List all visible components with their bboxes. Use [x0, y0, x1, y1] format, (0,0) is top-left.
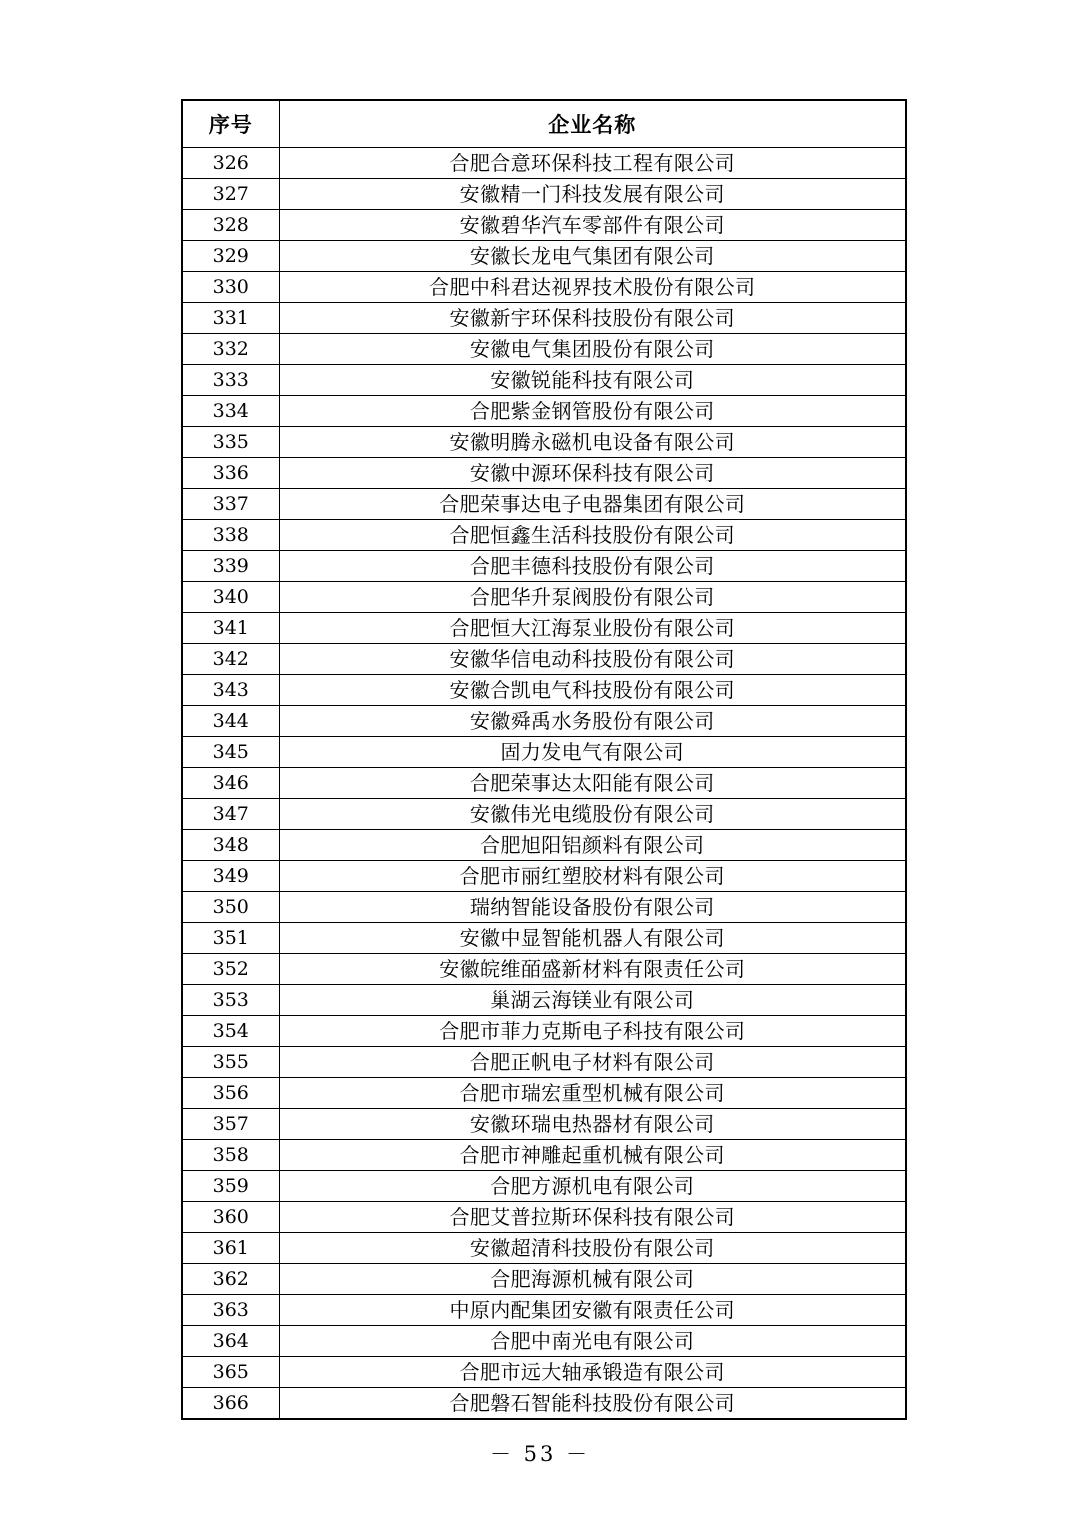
- cell-sequence: 334: [182, 396, 279, 427]
- cell-enterprise-name: 合肥中南光电有限公司: [279, 1326, 906, 1357]
- cell-enterprise-name: 安徽新宇环保科技股份有限公司: [279, 303, 906, 334]
- cell-enterprise-name: 安徽中源环保科技有限公司: [279, 458, 906, 489]
- cell-sequence: 356: [182, 1078, 279, 1109]
- table-row: [182, 706, 906, 737]
- table-row: [182, 334, 906, 365]
- cell-enterprise-name: 安徽中显智能机器人有限公司: [279, 923, 906, 954]
- cell-sequence: 347: [182, 799, 279, 830]
- cell-enterprise-name: 安徽明腾永磁机电设备有限公司: [279, 427, 906, 458]
- table-row: [182, 582, 906, 613]
- cell-sequence: 330: [182, 272, 279, 303]
- cell-sequence: 346: [182, 768, 279, 799]
- cell-enterprise-name: 合肥恒鑫生活科技股份有限公司: [279, 520, 906, 551]
- cell-enterprise-name: 固力发电气有限公司: [279, 737, 906, 768]
- table-row: [182, 427, 906, 458]
- cell-enterprise-name: 中原内配集团安徽有限责任公司: [279, 1295, 906, 1326]
- table-row: [182, 520, 906, 551]
- table-row: [182, 1171, 906, 1202]
- cell-sequence: 340: [182, 582, 279, 613]
- cell-sequence: 363: [182, 1295, 279, 1326]
- cell-enterprise-name: 合肥正帆电子材料有限公司: [279, 1047, 906, 1078]
- table-row: [182, 985, 906, 1016]
- cell-enterprise-name: 合肥艾普拉斯环保科技有限公司: [279, 1202, 906, 1233]
- table-row: [182, 1357, 906, 1388]
- cell-sequence: 362: [182, 1264, 279, 1295]
- cell-sequence: 343: [182, 675, 279, 706]
- cell-enterprise-name: 合肥恒大江海泵业股份有限公司: [279, 613, 906, 644]
- table-row: [182, 1388, 906, 1420]
- table-row: [182, 210, 906, 241]
- cell-sequence: 352: [182, 954, 279, 985]
- cell-enterprise-name: 合肥荣事达太阳能有限公司: [279, 768, 906, 799]
- enterprise-listing-table: [181, 99, 907, 1420]
- table-row: [182, 551, 906, 582]
- cell-sequence: 338: [182, 520, 279, 551]
- cell-sequence: 328: [182, 210, 279, 241]
- cell-sequence: 342: [182, 644, 279, 675]
- table-header-row: [182, 100, 906, 148]
- table-row: [182, 644, 906, 675]
- cell-sequence: 354: [182, 1016, 279, 1047]
- table-row: [182, 365, 906, 396]
- cell-sequence: 350: [182, 892, 279, 923]
- cell-enterprise-name: 安徽伟光电缆股份有限公司: [279, 799, 906, 830]
- cell-sequence: 336: [182, 458, 279, 489]
- enterprise-listing-table-wrapper: [181, 99, 905, 1420]
- cell-sequence: 365: [182, 1357, 279, 1388]
- cell-enterprise-name: 合肥市神雕起重机械有限公司: [279, 1140, 906, 1171]
- table-row: [182, 303, 906, 334]
- table-row: [182, 1078, 906, 1109]
- cell-sequence: 357: [182, 1109, 279, 1140]
- table-row: [182, 675, 906, 706]
- cell-sequence: 337: [182, 489, 279, 520]
- cell-enterprise-name: 安徽环瑞电热器材有限公司: [279, 1109, 906, 1140]
- table-row: [182, 1109, 906, 1140]
- cell-enterprise-name: 安徽华信电动科技股份有限公司: [279, 644, 906, 675]
- cell-enterprise-name: 合肥丰德科技股份有限公司: [279, 551, 906, 582]
- cell-sequence: 358: [182, 1140, 279, 1171]
- cell-enterprise-name: 合肥华升泵阀股份有限公司: [279, 582, 906, 613]
- cell-enterprise-name: 安徽长龙电气集团有限公司: [279, 241, 906, 272]
- cell-enterprise-name: 合肥市丽红塑胶材料有限公司: [279, 861, 906, 892]
- cell-sequence: 344: [182, 706, 279, 737]
- cell-sequence: 348: [182, 830, 279, 861]
- cell-sequence: 339: [182, 551, 279, 582]
- cell-enterprise-name: 合肥市菲力克斯电子科技有限公司: [279, 1016, 906, 1047]
- cell-enterprise-name: 合肥紫金钢管股份有限公司: [279, 396, 906, 427]
- cell-sequence: 353: [182, 985, 279, 1016]
- cell-sequence: 361: [182, 1233, 279, 1264]
- table-row: [182, 1016, 906, 1047]
- table-row: [182, 892, 906, 923]
- cell-enterprise-name: 安徽锐能科技有限公司: [279, 365, 906, 396]
- table-row: [182, 1233, 906, 1264]
- table-row: [182, 1140, 906, 1171]
- table-row: [182, 923, 906, 954]
- cell-enterprise-name: 合肥市远大轴承锻造有限公司: [279, 1357, 906, 1388]
- cell-sequence: 360: [182, 1202, 279, 1233]
- table-row: [182, 861, 906, 892]
- cell-enterprise-name: 安徽电气集团股份有限公司: [279, 334, 906, 365]
- cell-enterprise-name: 安徽超清科技股份有限公司: [279, 1233, 906, 1264]
- cell-enterprise-name: 巢湖云海镁业有限公司: [279, 985, 906, 1016]
- cell-sequence: 333: [182, 365, 279, 396]
- cell-enterprise-name: 合肥海源机械有限公司: [279, 1264, 906, 1295]
- table-row: [182, 613, 906, 644]
- cell-sequence: 326: [182, 148, 279, 179]
- table-row: [182, 272, 906, 303]
- table-row: [182, 737, 906, 768]
- column-header-sequence: 序号: [182, 100, 279, 148]
- table-row: [182, 768, 906, 799]
- cell-enterprise-name: 合肥方源机电有限公司: [279, 1171, 906, 1202]
- cell-sequence: 331: [182, 303, 279, 334]
- table-row: [182, 1264, 906, 1295]
- cell-enterprise-name: 瑞纳智能设备股份有限公司: [279, 892, 906, 923]
- cell-enterprise-name: 合肥荣事达电子电器集团有限公司: [279, 489, 906, 520]
- column-header-enterprise-name: 企业名称: [279, 100, 906, 148]
- table-row: [182, 1295, 906, 1326]
- cell-sequence: 349: [182, 861, 279, 892]
- cell-enterprise-name: 安徽合凯电气科技股份有限公司: [279, 675, 906, 706]
- table-header: [182, 100, 906, 148]
- table-row: [182, 1202, 906, 1233]
- table-row: [182, 954, 906, 985]
- table-row: [182, 396, 906, 427]
- cell-enterprise-name: 合肥旭阳铝颜料有限公司: [279, 830, 906, 861]
- table-body: [182, 148, 906, 1420]
- cell-enterprise-name: 安徽精一门科技发展有限公司: [279, 179, 906, 210]
- cell-enterprise-name: 合肥中科君达视界技术股份有限公司: [279, 272, 906, 303]
- cell-enterprise-name: 合肥市瑞宏重型机械有限公司: [279, 1078, 906, 1109]
- cell-enterprise-name: 安徽皖维皕盛新材料有限责任公司: [279, 954, 906, 985]
- cell-enterprise-name: 合肥磐石智能科技股份有限公司: [279, 1388, 906, 1420]
- table-row: [182, 179, 906, 210]
- table-row: [182, 830, 906, 861]
- cell-sequence: 332: [182, 334, 279, 365]
- cell-enterprise-name: 合肥合意环保科技工程有限公司: [279, 148, 906, 179]
- cell-sequence: 366: [182, 1388, 279, 1420]
- table-row: [182, 1047, 906, 1078]
- table-row: [182, 489, 906, 520]
- table-row: [182, 799, 906, 830]
- cell-sequence: 341: [182, 613, 279, 644]
- cell-enterprise-name: 安徽舜禹水务股份有限公司: [279, 706, 906, 737]
- cell-sequence: 355: [182, 1047, 279, 1078]
- cell-sequence: 345: [182, 737, 279, 768]
- cell-sequence: 351: [182, 923, 279, 954]
- table-row: [182, 241, 906, 272]
- cell-sequence: 359: [182, 1171, 279, 1202]
- cell-sequence: 364: [182, 1326, 279, 1357]
- page-number: － 53 －: [489, 1442, 591, 1466]
- cell-sequence: 327: [182, 179, 279, 210]
- table-row: [182, 148, 906, 179]
- cell-sequence: 335: [182, 427, 279, 458]
- cell-enterprise-name: 安徽碧华汽车零部件有限公司: [279, 210, 906, 241]
- table-row: [182, 1326, 906, 1357]
- cell-sequence: 329: [182, 241, 279, 272]
- table-row: [182, 458, 906, 489]
